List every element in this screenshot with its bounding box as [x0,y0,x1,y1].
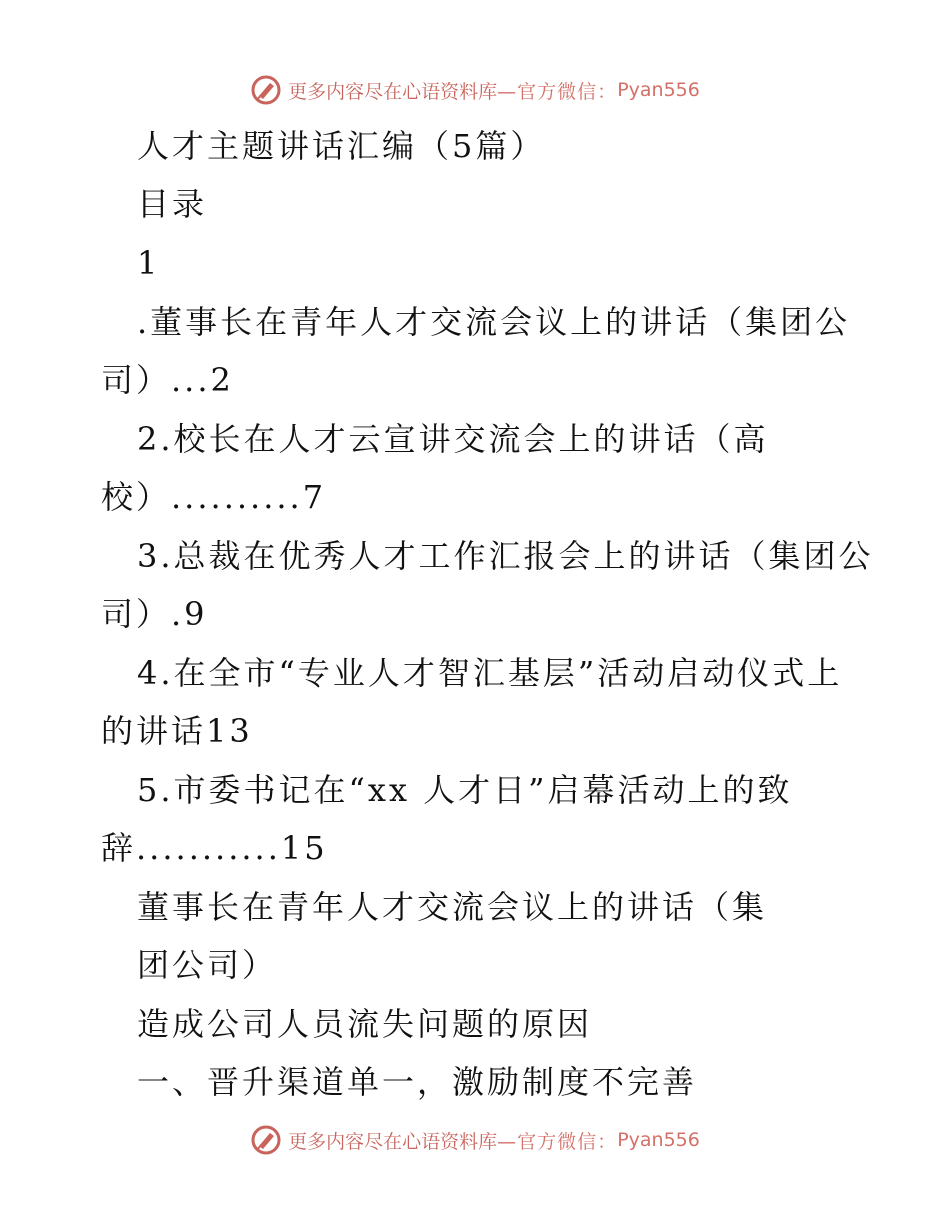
watermark-wechat-id: Pyan556 [617,79,700,101]
toc-entry-5-cont: 辞...........15 [101,829,328,867]
toc-entry-2-cont: 校）..........7 [101,478,327,516]
watermark-text: 更多内容尽在心语资料库 [288,80,498,103]
toc-entry-1: .董事长在青年人才交流会议上的讲话（集团公 [137,303,851,341]
toc-entry-3-cont: 司）.9 [101,595,208,633]
watermark-header [0,70,950,110]
subheading: 造成公司人员流失问题的原因 [137,1005,593,1043]
toc-heading: 目录 [137,185,208,223]
section-title: 董事长在青年人才交流会议上的讲话（集 [137,888,768,926]
watermark-footer [0,1120,950,1160]
toc-number: 1 [137,244,161,282]
point-heading: 一、晋升渠道单一，激励制度不完善 [137,1063,698,1101]
logo-icon [250,1124,282,1156]
toc-entry-3: 3.总裁在优秀人才工作汇报会上的讲话（集团公 [137,537,874,575]
watermark-official: —官方微信： [497,80,618,103]
toc-entry-5: 5.市委书记在“xx 人才日”启幕活动上的致 [137,771,793,809]
toc-entry-4: 4.在全市“专业人才智汇基层”活动启动仪式上 [137,654,843,692]
toc-entry-4-cont: 的讲话13 [101,712,253,750]
toc-entry-1-cont: 司）...2 [101,361,234,399]
document-title: 人才主题讲话汇编（5篇） [137,127,546,165]
logo-icon [250,74,282,106]
toc-entry-2: 2.校长在人才云宣讲交流会上的讲话（高 [137,420,769,458]
watermark-official: —官方微信： [497,1130,618,1153]
section-title-cont: 团公司） [137,946,278,984]
watermark-text: 更多内容尽在心语资料库 [288,1130,498,1153]
watermark-wechat-id: Pyan556 [617,1129,700,1151]
